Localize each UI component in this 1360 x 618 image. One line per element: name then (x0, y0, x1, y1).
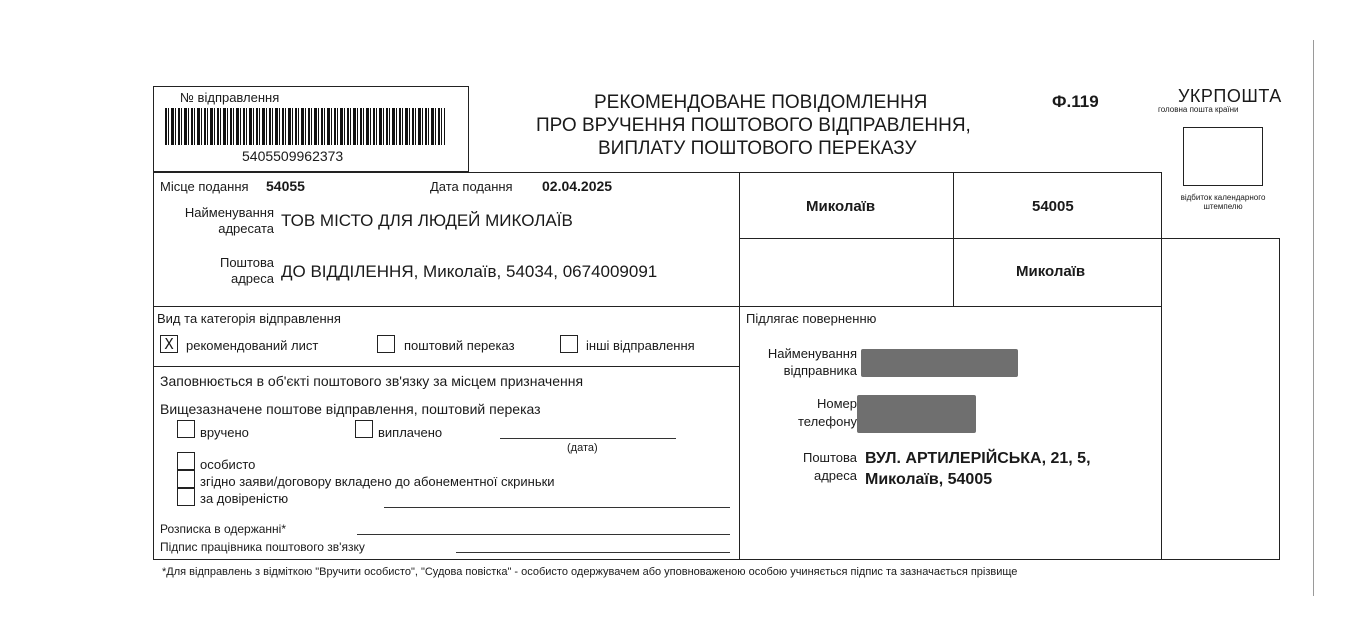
option-other: інші відправлення (586, 338, 695, 353)
grid-line (953, 172, 954, 306)
option-money-transfer: поштовий переказ (404, 338, 515, 353)
tracking-number: 5405509962373 (242, 148, 344, 164)
checkbox-delivered[interactable] (177, 420, 195, 438)
label-line: Найменування (767, 346, 857, 361)
place-label: Місце подання (160, 179, 249, 194)
grid-line (739, 238, 1280, 239)
grid-line (153, 172, 1162, 173)
worker-sign-label: Підпис працівника поштового зв'язку (160, 540, 365, 554)
destination-postcode: 54005 (1032, 198, 1074, 215)
date-line (500, 438, 676, 439)
label-line: Номер (816, 396, 857, 411)
destination-section-heading: Заповнюється в об'єкті поштового зв'язку за місцем призначення (160, 373, 584, 389)
addressee-address-value: ДО ВІДДІЛЕННЯ, Миколаїв, 54034, 0674009091 (281, 262, 658, 281)
footnote: *Для відправлень з відміткою "Вручити особисто", "Судова повістка" - особисто одержувачем або уповноваженою особою учиняється підпис та зазначається прізвище (162, 566, 1018, 578)
stamp-label: відбиток календарного штемпелю (1180, 193, 1266, 211)
label-line: Найменування (184, 205, 274, 220)
barcode (165, 108, 445, 145)
grid-line (153, 559, 1280, 560)
grid-line (153, 306, 1162, 307)
date-caption: (дата) (567, 442, 598, 454)
redacted-sender-name (861, 349, 1018, 377)
checkbox-mailbox[interactable] (177, 470, 195, 488)
option-registered-letter: рекомендований лист (186, 338, 319, 353)
tracking-label: № відправлення (180, 90, 280, 105)
paid-label: виплачено (378, 425, 443, 440)
brand-logo: УКРПОШТА (1178, 86, 1282, 106)
proxy-line (384, 507, 730, 508)
destination-city-2: Миколаїв (1016, 263, 1086, 280)
sender-address-line1: ВУЛ. АРТИЛЕРІЙСЬКА, 21, 5, (865, 450, 1091, 467)
worker-signature-line[interactable] (456, 552, 730, 553)
form-code: Ф.119 (1052, 92, 1099, 111)
label-line: адреса (230, 271, 274, 286)
personally-label: особисто (200, 457, 256, 472)
brand-tagline: головна пошта країни (1158, 105, 1239, 114)
label-line: телефону (797, 414, 857, 429)
grid-line (1279, 238, 1280, 560)
delivery-statement: Вищезазначене поштове відправлення, поштовий переказ (160, 401, 541, 417)
label-line: Поштова (802, 450, 857, 465)
redacted-sender-phone (857, 395, 976, 433)
sender-name-label (742, 345, 857, 379)
label-line: відправника (783, 363, 857, 378)
category-heading: Вид та категорія відправлення (157, 311, 341, 326)
sender-phone-label (742, 395, 857, 431)
place-value: 54055 (266, 178, 305, 194)
stamp-box (1183, 127, 1263, 186)
date-label: Дата подання (430, 179, 513, 194)
checkbox-paid[interactable] (355, 420, 373, 438)
form-title-line3: ВИПЛАТУ ПОШТОВОГО ПЕРЕКАЗУ (598, 138, 917, 159)
label-line: Поштова (219, 255, 274, 270)
checkbox-registered-letter[interactable]: X (160, 335, 178, 353)
checkbox-money-transfer[interactable] (377, 335, 395, 353)
receipt-label: Розписка в одержанні* (160, 522, 286, 536)
sender-address-line2: Миколаїв, 54005 (865, 471, 993, 488)
addressee-name-value: ТОВ МІСТО ДЛЯ ЛЮДЕЙ МИКОЛАЇВ (281, 211, 573, 230)
label-line: адреса (813, 468, 857, 483)
proxy-label: за довіреністю (200, 491, 289, 506)
return-heading: Підлягає поверненню (746, 311, 877, 326)
form-title-line2: ПРО ВРУЧЕННЯ ПОШТОВОГО ВІДПРАВЛЕННЯ, (536, 115, 971, 136)
form-title-line1: РЕКОМЕНДОВАНЕ ПОВІДОМЛЕННЯ (594, 92, 928, 113)
checkbox-personally[interactable] (177, 452, 195, 470)
checkbox-other[interactable] (560, 335, 578, 353)
addressee-name-label (160, 205, 274, 237)
grid-line (1161, 172, 1162, 560)
mailbox-label: згідно заяви/договору вкладено до абонементної скриньки (200, 474, 555, 489)
receipt-signature-line[interactable] (357, 534, 730, 535)
checkbox-proxy[interactable] (177, 488, 195, 506)
label-line: адресата (218, 221, 274, 236)
addressee-address-label (160, 255, 274, 287)
destination-city: Миколаїв (806, 198, 876, 215)
date-value: 02.04.2025 (542, 178, 613, 194)
sender-address-label (742, 449, 857, 485)
delivered-label: вручено (200, 425, 249, 440)
grid-line (153, 366, 740, 367)
scan-edge (1313, 40, 1314, 596)
